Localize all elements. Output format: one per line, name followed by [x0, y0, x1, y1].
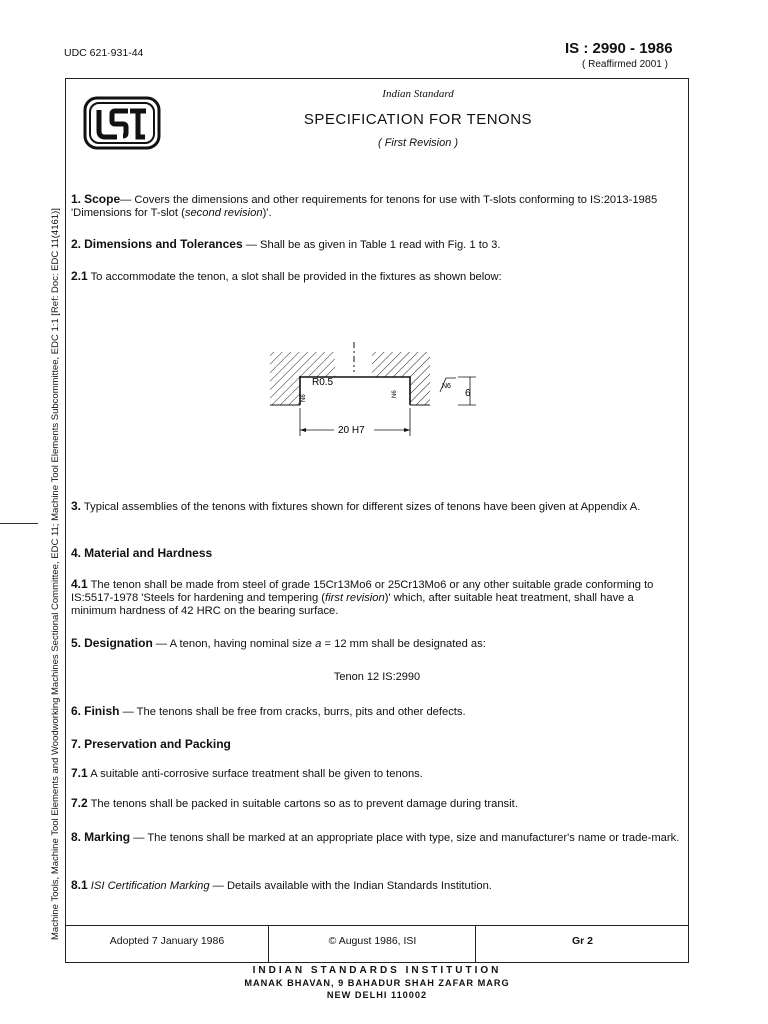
isi-logo [82, 95, 162, 151]
institution-address-1: MANAK BHAVAN, 9 BAHADUR SHAH ZAFAR MARG [244, 978, 510, 988]
section-text-end: = 12 mm shall be designated as: [321, 638, 486, 650]
section-3 [71, 500, 681, 514]
section-heading: Marking [84, 830, 131, 844]
standard-number: IS : 2990 - 1986 [565, 40, 673, 57]
width-label: 20 H7 [338, 425, 365, 436]
section-text: — A tenon, having nominal size [155, 638, 316, 650]
section-8-1 [71, 879, 681, 893]
section-text: A suitable anti-corrosive surface treatment shall be given to tenons. [90, 768, 423, 780]
section-heading: Finish [84, 704, 120, 718]
section-7-1 [71, 767, 681, 781]
indian-standard-label: Indian Standard [382, 88, 454, 100]
section-number: 1. [71, 192, 82, 206]
section-number: 4. [71, 546, 82, 560]
section-italic: ISI Certification Marking [90, 880, 210, 892]
section-text: To accommodate the tenon, a slot shall be provided in the fixtures as shown below: [90, 271, 502, 283]
section-heading: Preservation and Packing [84, 737, 231, 751]
section-number: 8.1 [71, 878, 88, 892]
reaffirmed-note: ( Reaffirmed 2001 ) [582, 59, 668, 70]
finish-label-mid: N6 [392, 390, 398, 398]
section-2-dimensions [71, 238, 681, 252]
margin-tick [0, 523, 38, 524]
section-5-designation [71, 637, 681, 651]
finish-label-left: N6 [301, 394, 307, 402]
section-number: 8. [71, 830, 82, 844]
section-4-1 [71, 578, 681, 618]
section-heading: Dimensions and Tolerances [84, 237, 243, 251]
designation-example: Tenon 12 IS:2990 [333, 671, 421, 683]
footer-separator [268, 926, 269, 962]
footer-divider [66, 925, 688, 926]
section-heading: Scope [84, 192, 121, 206]
section-4-material [71, 547, 681, 561]
institution-name: INDIAN STANDARDS INSTITUTION [252, 965, 502, 976]
section-variable: a [315, 638, 322, 650]
section-text-end: )'. [262, 207, 272, 219]
section-number: 4.1 [71, 577, 88, 591]
section-number: 2. [71, 237, 82, 251]
section-text: The tenons shall be packed in suitable cartons so as to prevent damage during transit. [90, 798, 518, 810]
section-text: — Details available with the Indian Standards Institution. [212, 880, 492, 892]
section-heading: Designation [84, 636, 153, 650]
section-7-2 [71, 797, 681, 811]
tenon-slot-figure [260, 340, 500, 450]
copyright-notice: © August 1986, ISI [328, 935, 417, 947]
section-8-marking [71, 831, 681, 845]
section-6-finish [71, 705, 681, 719]
section-text: — The tenons shall be free from cracks, burrs, pits and other defects. [122, 706, 466, 718]
section-heading: Material and Hardness [84, 546, 213, 560]
section-italic: second revision [184, 207, 263, 219]
radius-label: R0.5 [312, 377, 334, 388]
section-italic: first revision [325, 592, 385, 604]
section-number: 3. [71, 499, 82, 513]
section-text: — Covers the dimensions and other requirements for tenons for use with T-slots conforming to IS:2013-1985 'Dimensions for T-slot ( [71, 194, 658, 219]
section-7-preservation [71, 738, 681, 752]
section-1-scope [71, 193, 681, 220]
section-number: 7. [71, 737, 82, 751]
section-number: 7.1 [71, 766, 88, 780]
footer-separator [475, 926, 476, 962]
section-text: — Shall be as given in Table 1 read with Fig. 1 to 3. [245, 239, 501, 251]
section-number: 6. [71, 704, 82, 718]
adopted-date: Adopted 7 January 1986 [109, 935, 225, 947]
finish-label-right: N6 [442, 383, 451, 390]
section-number: 2.1 [71, 269, 88, 283]
committee-side-text: Machine Tools, Machine Tool Elements and Woodworking Machines Sectional Committee, EDC 11; Machine Tool Elements Subcommittee, EDC 1:1 [Ref: Doc: EDC 11(4161)] [50, 208, 61, 940]
udc-code: UDC 621·931-44 [64, 47, 144, 59]
price-group: Gr 2 [571, 935, 593, 947]
revision-label: ( First Revision ) [377, 137, 459, 149]
section-text-end: )' which, after suitable heat treatment, shall have a minimum hardness of 42 HRC on the bearing surface. [71, 592, 634, 617]
section-text: Typical assemblies of the tenons with fixtures shown for different sizes of tenons have been given at Appendix A. [83, 501, 641, 513]
depth-label: 6 [465, 388, 471, 399]
section-text: The tenon shall be made from steel of grade 15Cr13Mo6 or 25Cr13Mo6 or any other suitable grade conforming to IS:5517-1978 'Steels for hardening and tempering ( [71, 579, 654, 604]
section-number: 5. [71, 636, 82, 650]
section-2-1 [71, 270, 681, 284]
section-number: 7.2 [71, 796, 88, 810]
section-text: — The tenons shall be marked at an appropriate place with type, size and manufacturer's name or trade-mark. [133, 832, 680, 844]
document-title: SPECIFICATION FOR TENONS [303, 111, 533, 128]
institution-address-2: NEW DELHI 110002 [326, 990, 428, 1000]
